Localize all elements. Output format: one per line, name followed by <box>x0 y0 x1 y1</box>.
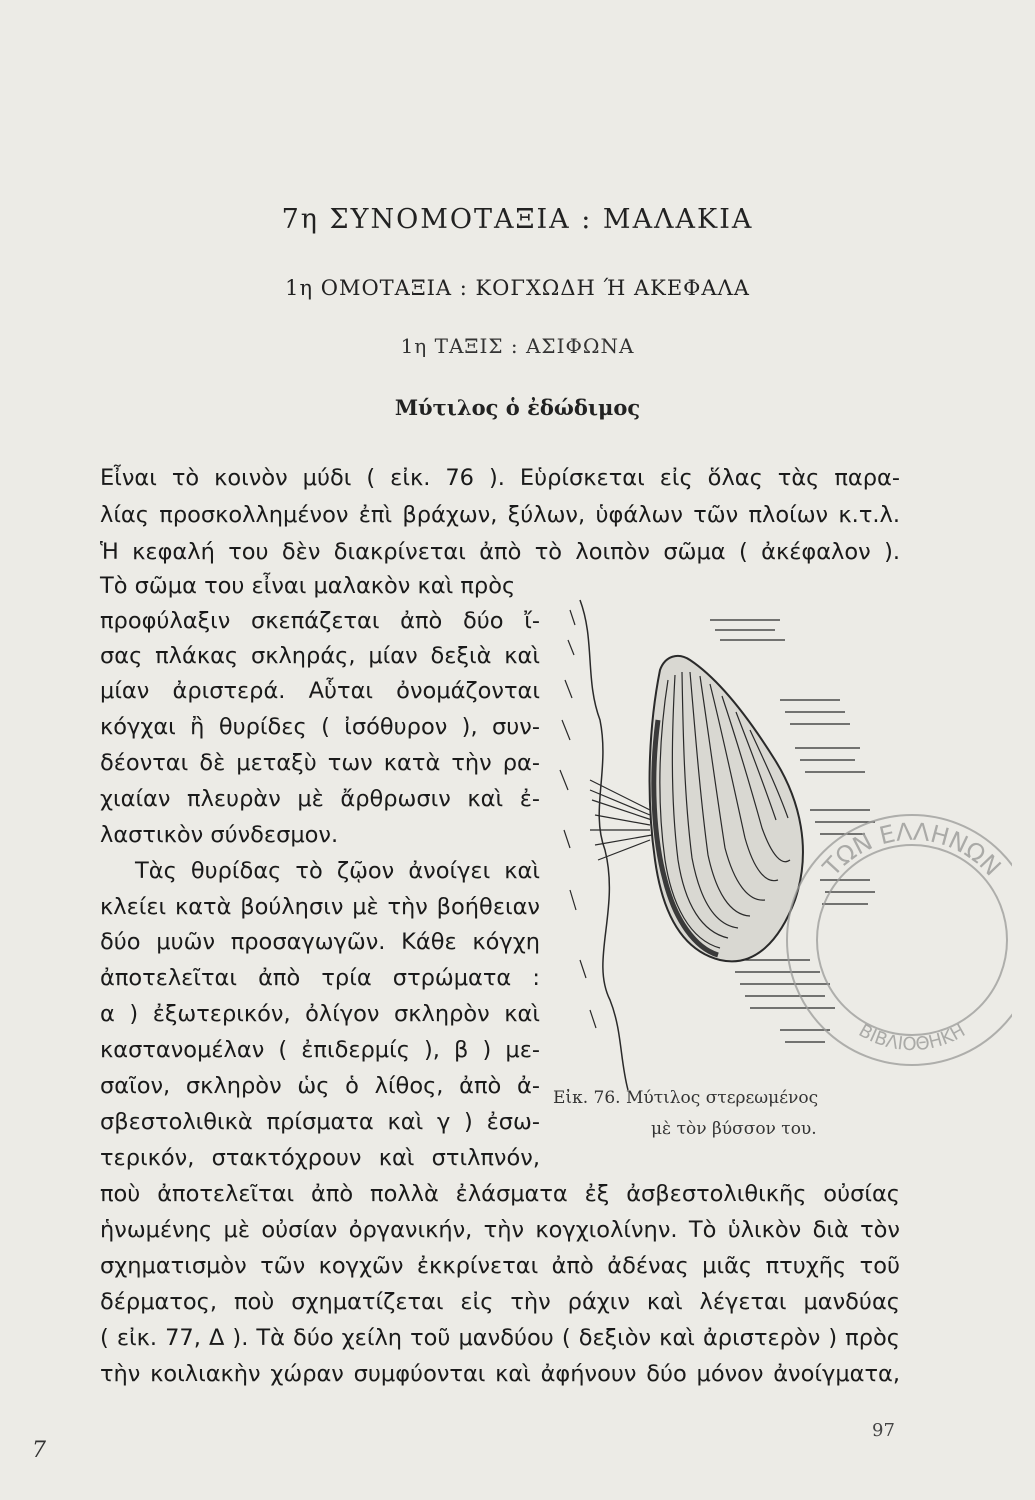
body-line: ἡνωμένης μὲ οὐσίαν ὀργανικήν, τὴν κογχιολίνην. Τὸ ὑλικὸν διὰ τὸν <box>100 1217 900 1243</box>
body-line: χιαίαν πλευρὰν μὲ ἄρθρωσιν καὶ ἐ- <box>100 786 540 812</box>
phylum-heading: 7η ΣΥΝΟΜΟΤΑΞΙΑ : ΜΑΛΑΚΙΑ <box>281 204 754 235</box>
body-line: μίαν ἀριστερά. Αὗται ὀνομάζονται <box>100 678 540 704</box>
body-line: Τὰς θυρίδας τὸ ζῷον ἀνοίγει καὶ <box>135 858 540 884</box>
signature-mark: 7 <box>32 1438 46 1463</box>
figure-caption-line2: μὲ τὸν βύσσον του. <box>651 1119 817 1139</box>
stamp-text-top: ΤΩΝ ΕΛΛΗΝΩΝ <box>817 817 1007 882</box>
body-line: τὴν κοιλιακὴν χώραν συμφύονται καὶ ἀφήνουν δύο μόνον ἀνοίγματα, <box>100 1361 900 1387</box>
figure-caption-line1: Εἰκ. 76. Μύτιλος στερεωμένος <box>553 1088 819 1108</box>
class-heading: 1η ΟΜΟΤΑΞΙΑ : ΚΟΓΧΩΔΗ Ή ΑΚΕΦΑΛΑ <box>285 276 750 300</box>
body-line: ἀποτελεῖται ἀπὸ τρία στρώματα : <box>100 965 540 991</box>
body-line: Ἡ κεφαλή του δὲν διακρίνεται ἀπὸ τὸ λοιπὸν σῶμα ( ἀκέφαλον ). <box>100 539 900 565</box>
body-line: καστανομέλαν ( ἐπιδερμίς ), β ) με- <box>100 1037 540 1063</box>
body-line: Τὸ σῶμα του εἶναι μαλακὸν καὶ πρὸς <box>100 573 516 599</box>
body-line: ποὺ ἀποτελεῖται ἀπὸ πολλὰ ἐλάσματα ἐξ ἀσβεστολιθικῆς οὐσίας <box>100 1181 900 1207</box>
body-line: λίας προσκολλημένον ἐπὶ βράχων, ξύλων, ὑφάλων τῶν πλοίων κ.τ.λ. <box>100 502 900 528</box>
body-line: δέρματος, ποὺ σχηματίζεται εἰς τὴν ράχιν καὶ λέγεται μανδύας <box>100 1289 900 1315</box>
svg-text:ΒΙΒΛΙΟΘΗΚΗ <box>855 1020 969 1055</box>
body-line: σας πλάκας σκληράς, μίαν δεξιὰ καὶ <box>100 643 540 669</box>
body-line: σβεστολιθικὰ πρίσματα καὶ γ ) ἐσω- <box>100 1109 540 1135</box>
body-line: σχηματισμὸν τῶν κογχῶν ἐκκρίνεται ἀπὸ ἀδένας μιᾶς πτυχῆς τοῦ <box>100 1253 900 1279</box>
order-heading: 1η ΤΑΞΙΣ : ΑΣΙΦΩΝΑ <box>400 334 635 358</box>
body-line: δύο μυῶν προσαγωγῶν. Κάθε κόγχη <box>100 929 540 955</box>
body-line: α ) ἐξωτερικόν, ὀλίγον σκληρὸν καὶ <box>100 1001 540 1027</box>
body-line: λαστικὸν σύνδεσμον. <box>100 822 339 848</box>
body-line: κλείει κατὰ βούλησιν μὲ τὴν βοήθειαν <box>100 894 540 920</box>
body-line: σαῖον, σκληρὸν ὡς ὁ λίθος, ἀπὸ ἀ- <box>100 1073 540 1099</box>
library-stamp-icon <box>762 800 1012 1090</box>
body-line: δέονται δὲ μεταξὺ των κατὰ τὴν ρα- <box>100 750 540 776</box>
svg-text:ΤΩΝ ΕΛΛΗΝΩΝ <box>817 818 1006 882</box>
body-line: κόγχαι ἢ θυρίδες ( ἰσόθυρον ), συν- <box>100 714 540 740</box>
body-line: τερικόν, στακτόχρουν καὶ στιλπνόν, <box>100 1145 540 1171</box>
page-number: 97 <box>872 1420 895 1441</box>
stamp-text-bottom: ΒΙΒΛΙΟΘΗΚΗ <box>855 1020 969 1056</box>
body-line: ( εἰκ. 77, Δ ). Τὰ δύο χείλη τοῦ μανδύου ( δεξιὸν καὶ ἀριστερὸν ) πρὸς <box>100 1325 900 1351</box>
body-line: Εἶναι τὸ κοινὸν μύδι ( εἰκ. 76 ). Εὑρίσκεται εἰς ὅλας τὰς παρα- <box>100 465 900 491</box>
body-line: προφύλαξιν σκεπάζεται ἀπὸ δύο ἴ- <box>100 608 540 634</box>
species-heading: Μύτιλος ὁ ἐδώδιμος <box>394 395 641 420</box>
